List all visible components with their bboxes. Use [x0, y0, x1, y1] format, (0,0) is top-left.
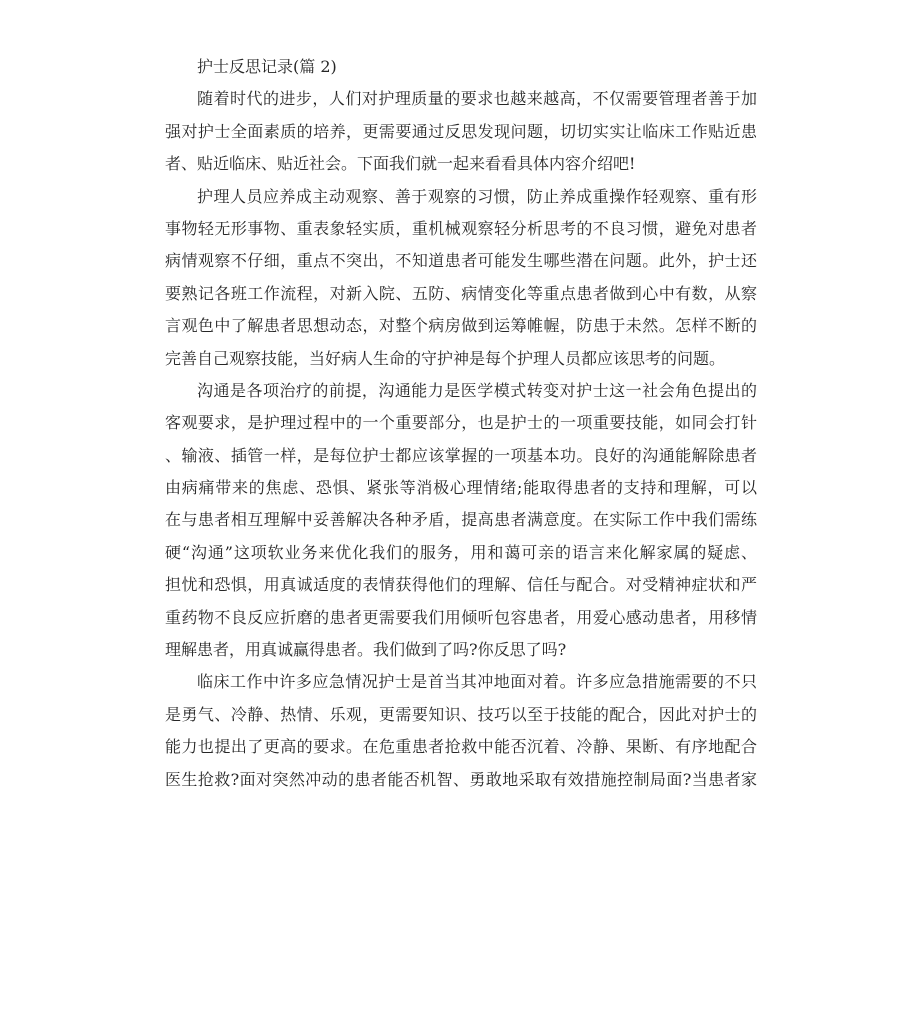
text-line: 能力也提出了更高的要求。在危重患者抢救中能否沉着、冷静、果断、有序地配合 — [165, 737, 757, 757]
text-line: 病情观察不仔细，重点不突出，不知道患者可能发生哪些潜在问题。此外，护士还 — [165, 251, 757, 271]
text-line: 医生抢救?面对突然冲动的患者能否机智、勇敢地采取有效措施控制局面?当患者家 — [165, 769, 757, 789]
text-line: 护理人员应养成主动观察、善于观察的习惯，防止养成重操作轻观察、重有形 — [197, 186, 757, 206]
text-line: 要熟记各班工作流程，对新入院、五防、病情变化等重点患者做到心中有数，从察 — [165, 283, 757, 303]
text-line: 事物轻无形事物、重表象轻实质，重机械观察轻分析思考的不良习惯，避免对患者 — [165, 218, 757, 238]
text-line: 言观色中了解患者思想动态，对整个病房做到运筹帷幄，防患于未然。怎样不断的 — [165, 316, 757, 336]
paragraph-3 — [165, 375, 757, 667]
text-line: 是勇气、冷静、热情、乐观，更需要知识、技巧以至于技能的配合，因此对护士的 — [165, 704, 757, 724]
text-line: 临床工作中许多应急情况护士是首当其冲地面对着。许多应急措施需要的不只 — [197, 672, 757, 692]
paragraph-2 — [165, 181, 757, 375]
text-line: 重药物不良反应折磨的患者更需要我们用倾听包容患者，用爱心感动患者，用移情 — [165, 607, 757, 627]
text-line: 强对护士全面素质的培养，更需要通过反思发现问题，切切实实让临床工作贴近患 — [165, 121, 757, 141]
document-title: 护士反思记录(篇 2) — [197, 57, 337, 76]
text-line: 硬“沟通”这项软业务来优化我们的服务，用和蔼可亲的语言来化解家属的疑虑、 — [165, 542, 757, 562]
text-line: 者、贴近临床、贴近社会。下面我们就一起来看看具体内容介绍吧! — [165, 154, 636, 174]
text-line: 由病痛带来的焦虑、恐惧、紧张等消极心理情绪;能取得患者的支持和理解，可以 — [165, 478, 757, 498]
document-page — [165, 51, 757, 796]
text-line: 客观要求，是护理过程中的一个重要部分，也是护士的一项重要技能，如同会打针 — [165, 413, 757, 433]
paragraph-4 — [165, 666, 757, 796]
text-line: 在与患者相互理解中妥善解决各种矛盾，提高患者满意度。在实际工作中我们需练 — [165, 510, 757, 530]
paragraph-1 — [165, 83, 757, 180]
text-line: 随着时代的进步，人们对护理质量的要求也越来越高，不仅需要管理者善于加 — [197, 89, 757, 109]
text-line: 完善自己观察技能，当好病人生命的守护神是每个护理人员都应该思考的问题。 — [165, 348, 726, 368]
text-line: 担忧和恐惧，用真诚适度的表情获得他们的理解、信任与配合。对受精神症状和严 — [165, 575, 757, 595]
text-line: 、输液、插管一样，是每位护士都应该掌握的一项基本功。良好的沟通能解除患者 — [165, 445, 757, 465]
text-line: 沟通是各项治疗的前提，沟通能力是医学模式转变对护士这一社会角色提出的 — [197, 380, 757, 400]
text-line: 理解患者，用真诚赢得患者。我们做到了吗?你反思了吗? — [165, 640, 567, 660]
